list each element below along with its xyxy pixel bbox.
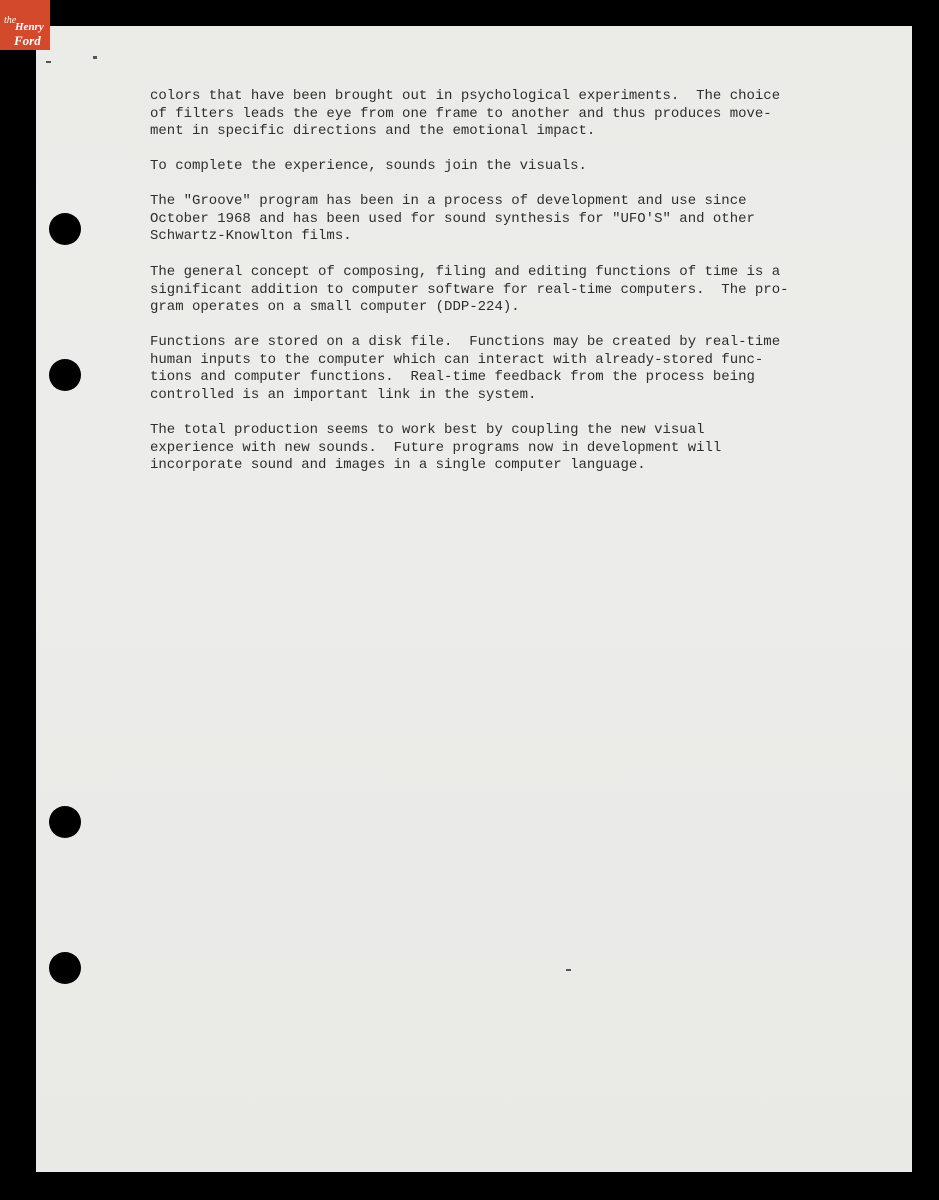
the-henry-ford-logo bbox=[0, 0, 50, 50]
paragraph-2 bbox=[150, 158, 830, 176]
text-line: ment in specific directions and the emotional impact. bbox=[150, 123, 596, 140]
text-line: gram operates on a small computer (DDP-224). bbox=[150, 299, 520, 316]
text-line: controlled is an important link in the system. bbox=[150, 386, 537, 403]
binder-hole-1 bbox=[49, 213, 81, 245]
text-line: Functions are stored on a disk file. Functions may be created by real-time bbox=[150, 334, 781, 350]
text-line: of filters leads the eye from one frame to another and thus produces move- bbox=[150, 105, 772, 122]
paragraph-6 bbox=[150, 422, 830, 475]
text-line: tions and computer functions. Real-time feedback from the process being bbox=[150, 369, 755, 386]
logo-word-ford: Ford bbox=[14, 33, 41, 48]
text-line: incorporate sound and images in a single computer language. bbox=[150, 457, 646, 474]
text-line: significant addition to computer software for real-time computers. The pro- bbox=[150, 281, 789, 298]
logo-word-henry: Henry bbox=[15, 21, 44, 33]
paragraph-5 bbox=[150, 334, 830, 404]
binder-hole-4 bbox=[49, 952, 81, 984]
text-line: Schwartz-Knowlton films. bbox=[150, 228, 352, 245]
text-line: To complete the experience, sounds join the visuals. bbox=[150, 158, 587, 174]
binder-hole-2 bbox=[49, 359, 81, 391]
paper-mark bbox=[566, 969, 571, 971]
text-line: human inputs to the computer which can interact with already-stored func- bbox=[150, 351, 764, 368]
logo-word-the: the bbox=[4, 15, 17, 26]
text-line: October 1968 and has been used for sound synthesis for "UFO'S" and other bbox=[150, 210, 755, 227]
text-line: The total production seems to work best by coupling the new visual bbox=[150, 422, 705, 438]
paragraph-1 bbox=[150, 88, 830, 141]
text-line: The "Groove" program has been in a process of development and use since bbox=[150, 193, 747, 209]
text-line: experience with new sounds. Future programs now in development will bbox=[150, 439, 722, 456]
paragraph-3 bbox=[150, 193, 830, 246]
text-line: The general concept of composing, filing and editing functions of time is a bbox=[150, 264, 781, 280]
binder-hole-3 bbox=[49, 806, 81, 838]
paragraph-4 bbox=[150, 264, 830, 317]
text-line: colors that have been brought out in psychological experiments. The choice bbox=[150, 88, 781, 104]
paper-mark bbox=[93, 56, 97, 59]
paper-mark bbox=[46, 61, 51, 63]
